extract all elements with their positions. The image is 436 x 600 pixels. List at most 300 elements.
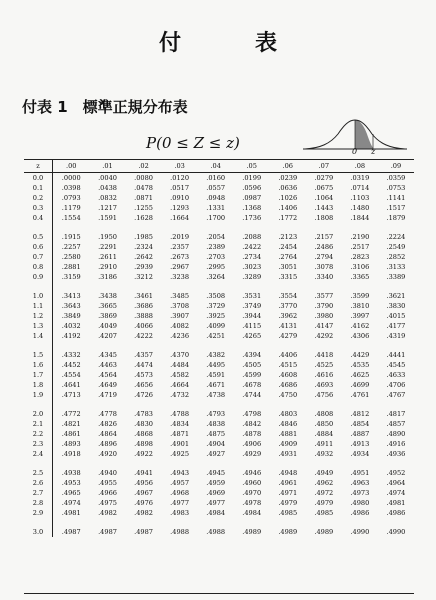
- table-cell: .2823: [350, 253, 370, 261]
- row-header-z: 1.3: [24, 321, 53, 331]
- table-cell: .4798: [242, 410, 262, 418]
- table-cell: .1554: [61, 214, 81, 222]
- table-cell: .2611: [98, 253, 117, 261]
- row-header-z: 1.8: [24, 380, 53, 390]
- table-cell: .4535: [350, 361, 370, 369]
- table-cell: .4192: [61, 332, 81, 340]
- table-cell: .4441: [386, 351, 406, 359]
- table-cell: .4699: [350, 381, 370, 389]
- table-cell: .1808: [314, 214, 334, 222]
- table-cell: .4983: [170, 509, 190, 517]
- table-cell: .2291: [98, 243, 117, 251]
- table-cell: .1844: [350, 214, 370, 222]
- table-cell: .4987: [61, 528, 81, 536]
- table-cell: .4756: [314, 391, 334, 399]
- table-cell: .0636: [278, 184, 298, 192]
- probability-formula: P(0 ≤ Z ≤ z): [146, 134, 240, 152]
- table-row: [24, 508, 414, 518]
- table-cell: .4959: [206, 479, 226, 487]
- group-spacer: [24, 459, 414, 468]
- table-cell: .4693: [314, 381, 334, 389]
- table-cell: .4633: [386, 371, 406, 379]
- table-cell: .4913: [350, 440, 370, 448]
- table-cell: .4761: [350, 391, 370, 399]
- table-cell: .2549: [386, 243, 406, 251]
- table-cell: .4988: [170, 528, 190, 536]
- table-row: [24, 173, 414, 184]
- table-cell: .4941: [134, 469, 154, 477]
- table-row: [24, 262, 414, 272]
- table-cell: .4893: [61, 440, 81, 448]
- table-cell: .3289: [242, 273, 262, 281]
- table-cell: .0517: [170, 184, 190, 192]
- table-row: [24, 301, 414, 311]
- column-header: .09: [378, 160, 414, 173]
- table-cell: .4940: [98, 469, 117, 477]
- table-cell: .4976: [134, 499, 154, 507]
- table-cell: .4382: [206, 351, 226, 359]
- column-header-z: z: [24, 160, 53, 173]
- table-cell: .4904: [206, 440, 226, 448]
- table-cell: .2389: [206, 243, 226, 251]
- table-cell: .4744: [242, 391, 262, 399]
- table-cell: .1985: [134, 233, 154, 241]
- column-header: .03: [162, 160, 198, 173]
- table-cell: .4956: [134, 479, 154, 487]
- table-cell: .4965: [61, 489, 81, 497]
- table-cell: .4319: [386, 332, 406, 340]
- table-cell: .0160: [206, 174, 226, 182]
- row-header-z: 0.3: [24, 203, 53, 213]
- table-cell: .4515: [278, 361, 298, 369]
- table-cell: .2486: [314, 243, 334, 251]
- table-cell: .4750: [278, 391, 298, 399]
- table-cell: .4846: [278, 420, 298, 428]
- table-cell: .4582: [170, 371, 190, 379]
- table-cell: .4967: [134, 489, 154, 497]
- table-cell: .4951: [350, 469, 370, 477]
- table-row: [24, 213, 414, 223]
- table-cell: .4591: [206, 371, 226, 379]
- table-cell: .4608: [278, 371, 298, 379]
- column-header: .04: [198, 160, 234, 173]
- table-cell: .3907: [170, 312, 190, 320]
- table-cell: .1480: [350, 204, 370, 212]
- table-cell: .3554: [278, 292, 298, 300]
- table-cell: .2852: [386, 253, 406, 261]
- table-row: [24, 321, 414, 331]
- row-header-z: 2.8: [24, 498, 53, 508]
- table-cell: .4049: [98, 322, 117, 330]
- table-cell: .4934: [350, 450, 370, 458]
- row-header-z: 2.3: [24, 439, 53, 449]
- table-cell: .4812: [350, 410, 370, 418]
- table-cell: .3461: [134, 292, 154, 300]
- table-cell: .3869: [98, 312, 117, 320]
- table-cell: .3389: [386, 273, 406, 281]
- group-spacer: [24, 341, 414, 350]
- table-cell: .1700: [206, 214, 226, 222]
- table-cell: .3051: [278, 263, 298, 271]
- table-row: [24, 272, 414, 282]
- table-cell: .1443: [314, 204, 334, 212]
- row-header-z: 1.9: [24, 390, 53, 400]
- table-cell: .4929: [242, 450, 262, 458]
- table-cell: .4292: [314, 332, 334, 340]
- table-cell: .1628: [134, 214, 154, 222]
- table-cell: .4932: [314, 450, 334, 458]
- table-cell: .3508: [206, 292, 226, 300]
- table-cell: .0753: [386, 184, 406, 192]
- row-header-z: 2.4: [24, 449, 53, 459]
- table-cell: .4032: [61, 322, 81, 330]
- table-cell: .3729: [206, 302, 226, 310]
- table-cell: .2324: [134, 243, 154, 251]
- normal-distribution-table: [24, 159, 414, 594]
- table-cell: .0080: [134, 174, 154, 182]
- table-cell: .4345: [98, 351, 117, 359]
- table-cell: .2257: [61, 243, 81, 251]
- row-header-z: 2.1: [24, 419, 53, 429]
- row-header-z: 2.0: [24, 409, 53, 419]
- table-cell: .1026: [278, 194, 298, 202]
- table-cell: .4265: [242, 332, 262, 340]
- table-cell: .4066: [134, 322, 154, 330]
- table-cell: .0199: [242, 174, 262, 182]
- table-cell: .3413: [61, 292, 81, 300]
- table-cell: .0948: [206, 194, 226, 202]
- table-cell: .4788: [170, 410, 190, 418]
- table-cell: .4115: [242, 322, 262, 330]
- table-cell: .4406: [278, 351, 298, 359]
- column-header: .05: [234, 160, 270, 173]
- row-header-z: 0.7: [24, 252, 53, 262]
- table-cell: .4971: [278, 489, 298, 497]
- row-header-z: 1.5: [24, 350, 53, 360]
- table-cell: .3980: [314, 312, 334, 320]
- table-cell: .4936: [386, 450, 406, 458]
- table-cell: .4834: [170, 420, 190, 428]
- table-cell: .3770: [278, 302, 298, 310]
- table-cell: .4898: [134, 440, 154, 448]
- table-cell: .4961: [278, 479, 298, 487]
- table-row: [24, 390, 414, 400]
- group-spacer: [24, 223, 414, 232]
- table-cell: .4916: [386, 440, 406, 448]
- table-cell: .4985: [278, 509, 298, 517]
- table-cell: .4726: [134, 391, 154, 399]
- row-header-z: 0.8: [24, 262, 53, 272]
- table-cell: .4974: [61, 499, 81, 507]
- table-cell: .4953: [61, 479, 81, 487]
- row-header-z: 2.7: [24, 488, 53, 498]
- table-cell: .4963: [350, 479, 370, 487]
- table-cell: .1772: [278, 214, 298, 222]
- table-cell: .4783: [134, 410, 154, 418]
- table-cell: .4573: [134, 371, 154, 379]
- table-cell: .4980: [350, 499, 370, 507]
- table-cell: .4821: [61, 420, 81, 428]
- table-cell: .4981: [386, 499, 406, 507]
- row-header-z: 0.9: [24, 272, 53, 282]
- table-cell: .3686: [134, 302, 154, 310]
- table-cell: .4131: [278, 322, 298, 330]
- table-cell: .4656: [134, 381, 154, 389]
- table-cell: .4830: [134, 420, 154, 428]
- table-cell: .3078: [314, 263, 334, 271]
- table-cell: .4906: [242, 440, 262, 448]
- table-cell: .4986: [350, 509, 370, 517]
- table-cell: .1950: [98, 233, 117, 241]
- table-cell: .4772: [61, 410, 81, 418]
- table-cell: .4649: [98, 381, 117, 389]
- table-cell: .4505: [242, 361, 262, 369]
- table-cell: .0832: [98, 194, 117, 202]
- column-header: .08: [342, 160, 378, 173]
- table-cell: .4909: [278, 440, 298, 448]
- table-cell: .2054: [206, 233, 226, 241]
- z-label: z: [371, 147, 376, 156]
- table-row: [24, 409, 414, 419]
- table-cell: .3888: [134, 312, 154, 320]
- table-cell: .4974: [386, 489, 406, 497]
- table-cell: .1217: [98, 204, 117, 212]
- table-cell: .2764: [278, 253, 298, 261]
- table-cell: .2019: [170, 233, 190, 241]
- row-header-z: 1.2: [24, 311, 53, 321]
- table-cell: .2157: [314, 233, 334, 241]
- table-cell: .4641: [61, 381, 81, 389]
- table-cell: .4989: [314, 528, 334, 536]
- table-cell: .1879: [386, 214, 406, 222]
- table-cell: .4803: [278, 410, 298, 418]
- table-cell: .4990: [386, 528, 406, 536]
- table-cell: .2995: [206, 263, 226, 271]
- table-cell: .1368: [242, 204, 262, 212]
- row-header-z: 1.6: [24, 360, 53, 370]
- table-cell: .4778: [98, 410, 117, 418]
- row-header-z: 0.4: [24, 213, 53, 223]
- table-header-row: [24, 160, 414, 173]
- table-cell: .4920: [98, 450, 117, 458]
- table-cell: .4686: [278, 381, 298, 389]
- table-row: [24, 232, 414, 242]
- table-cell: .4545: [386, 361, 406, 369]
- table-cell: .3962: [278, 312, 298, 320]
- origin-label: 0: [352, 147, 358, 156]
- row-header-z: 0.5: [24, 232, 53, 242]
- table-cell: .4251: [206, 332, 226, 340]
- table-cell: .4975: [98, 499, 117, 507]
- column-header: .00: [53, 160, 90, 173]
- table-cell: .4989: [278, 528, 298, 536]
- table-cell: .4918: [61, 450, 81, 458]
- table-cell: .3340: [314, 273, 334, 281]
- table-cell: .4616: [314, 371, 334, 379]
- table-row: [24, 527, 414, 537]
- table-cell: .4984: [242, 509, 262, 517]
- table-cell: .4884: [314, 430, 334, 438]
- table-cell: .4911: [314, 440, 334, 448]
- table-cell: .2881: [61, 263, 81, 271]
- table-row: [24, 419, 414, 429]
- row-header-z: 1.0: [24, 291, 53, 301]
- table-cell: .3830: [386, 302, 406, 310]
- table-cell: .0478: [134, 184, 154, 192]
- table-cell: .0000: [61, 174, 81, 182]
- table-cell: .4857: [386, 420, 406, 428]
- table-cell: .3790: [314, 302, 334, 310]
- table-cell: .2939: [134, 263, 154, 271]
- table-cell: .4015: [386, 312, 406, 320]
- table-cell: .3643: [61, 302, 81, 310]
- table-cell: .3749: [242, 302, 262, 310]
- table-cell: .0319: [350, 174, 370, 182]
- table-cell: .4306: [350, 332, 370, 340]
- table-cell: .4099: [206, 322, 226, 330]
- table-cell: .4236: [170, 332, 190, 340]
- table-row: [24, 449, 414, 459]
- table-cell: .4207: [98, 332, 117, 340]
- table-cell: .3665: [98, 302, 117, 310]
- table-cell: .4982: [134, 509, 154, 517]
- table-row: [24, 370, 414, 380]
- table-row: [24, 380, 414, 390]
- table-cell: .0040: [98, 174, 117, 182]
- table-cell: .4949: [314, 469, 334, 477]
- table-cell: .2190: [350, 233, 370, 241]
- table-cell: .1517: [386, 204, 406, 212]
- table-cell: .2910: [98, 263, 117, 271]
- table-cell: .2088: [242, 233, 262, 241]
- table-cell: .4357: [134, 351, 154, 359]
- table-cell: .3023: [242, 263, 262, 271]
- table-cell: .4854: [350, 420, 370, 428]
- table-cell: .2734: [242, 253, 262, 261]
- table-cell: .1064: [314, 194, 334, 202]
- table-cell: .4713: [61, 391, 81, 399]
- table-cell: .4969: [206, 489, 226, 497]
- table-cell: .4732: [170, 391, 190, 399]
- table-cell: .4177: [386, 322, 406, 330]
- table-cell: .3944: [242, 312, 262, 320]
- table-cell: .4972: [314, 489, 334, 497]
- row-header-z: 0.0: [24, 173, 53, 184]
- table-row: [24, 360, 414, 370]
- table-cell: .0398: [61, 184, 81, 192]
- table-cell: .3599: [350, 292, 370, 300]
- table-cell: .1255: [134, 204, 154, 212]
- table-row: [24, 331, 414, 341]
- table-row: [24, 478, 414, 488]
- table-cell: .4922: [134, 450, 154, 458]
- table-cell: .4966: [98, 489, 117, 497]
- row-header-z: 2.5: [24, 468, 53, 478]
- table-cell: .4990: [350, 528, 370, 536]
- table-cell: .4979: [278, 499, 298, 507]
- table-cell: .2967: [170, 263, 190, 271]
- table-cell: .3621: [386, 292, 406, 300]
- table-cell: .4977: [170, 499, 190, 507]
- table-cell: .4817: [386, 410, 406, 418]
- table-cell: .4495: [206, 361, 226, 369]
- table-cell: .4222: [134, 332, 154, 340]
- table-cell: .1331: [206, 204, 226, 212]
- table-cell: .4875: [206, 430, 226, 438]
- column-header: .02: [126, 160, 162, 173]
- table-cell: .2580: [61, 253, 81, 261]
- table-cell: .4767: [386, 391, 406, 399]
- row-header-z: 1.4: [24, 331, 53, 341]
- table-cell: .0714: [350, 184, 370, 192]
- table-cell: .4418: [314, 351, 334, 359]
- table-cell: .0120: [170, 174, 190, 182]
- table-cell: .3365: [350, 273, 370, 281]
- table-cell: .4927: [206, 450, 226, 458]
- table-cell: .4162: [350, 322, 370, 330]
- column-header: .07: [306, 160, 342, 173]
- table-cell: .4896: [98, 440, 117, 448]
- table-cell: .2422: [242, 243, 262, 251]
- table-cell: .2454: [278, 243, 298, 251]
- table-cell: .1736: [242, 214, 262, 222]
- table-cell: .3186: [98, 273, 117, 281]
- table-cell: .3849: [61, 312, 81, 320]
- table-cell: .4678: [242, 381, 262, 389]
- table-cell: .4887: [350, 430, 370, 438]
- table-cell: .4850: [314, 420, 334, 428]
- row-header-z: 2.9: [24, 508, 53, 518]
- table-cell: .4960: [242, 479, 262, 487]
- table-cell: .3315: [278, 273, 298, 281]
- table-cell: .4946: [242, 469, 262, 477]
- table-cell: .2673: [170, 253, 190, 261]
- table-cell: .0557: [206, 184, 226, 192]
- table-row: [24, 429, 414, 439]
- row-header-z: 0.6: [24, 242, 53, 252]
- table-cell: .2517: [350, 243, 370, 251]
- table-row: [24, 203, 414, 213]
- row-header-z: 1.1: [24, 301, 53, 311]
- table-row: [24, 468, 414, 478]
- table-cell: .4332: [61, 351, 81, 359]
- table-cell: .4793: [206, 410, 226, 418]
- table-cell: .0871: [134, 194, 154, 202]
- column-header: .01: [90, 160, 126, 173]
- table-cell: .4429: [350, 351, 370, 359]
- table-cell: .3485: [170, 292, 190, 300]
- group-spacer: [24, 518, 414, 527]
- table-row: [24, 311, 414, 321]
- table-cell: .4625: [350, 371, 370, 379]
- table-cell: .4484: [170, 361, 190, 369]
- table-cell: .4955: [98, 479, 117, 487]
- table-cell: .4945: [206, 469, 226, 477]
- table-cell: .4901: [170, 440, 190, 448]
- table-cell: .0910: [170, 194, 190, 202]
- table-cell: .4599: [242, 371, 262, 379]
- table-row: [24, 350, 414, 360]
- table-cell: .4808: [314, 410, 334, 418]
- row-header-z: 2.2: [24, 429, 53, 439]
- table-cell: .4925: [170, 450, 190, 458]
- table-cell: .4838: [206, 420, 226, 428]
- table-cell: .4943: [170, 469, 190, 477]
- table-cell: .4881: [278, 430, 298, 438]
- table-cell: .4719: [98, 391, 117, 399]
- table-cell: .4554: [61, 371, 81, 379]
- table-cell: .2642: [134, 253, 154, 261]
